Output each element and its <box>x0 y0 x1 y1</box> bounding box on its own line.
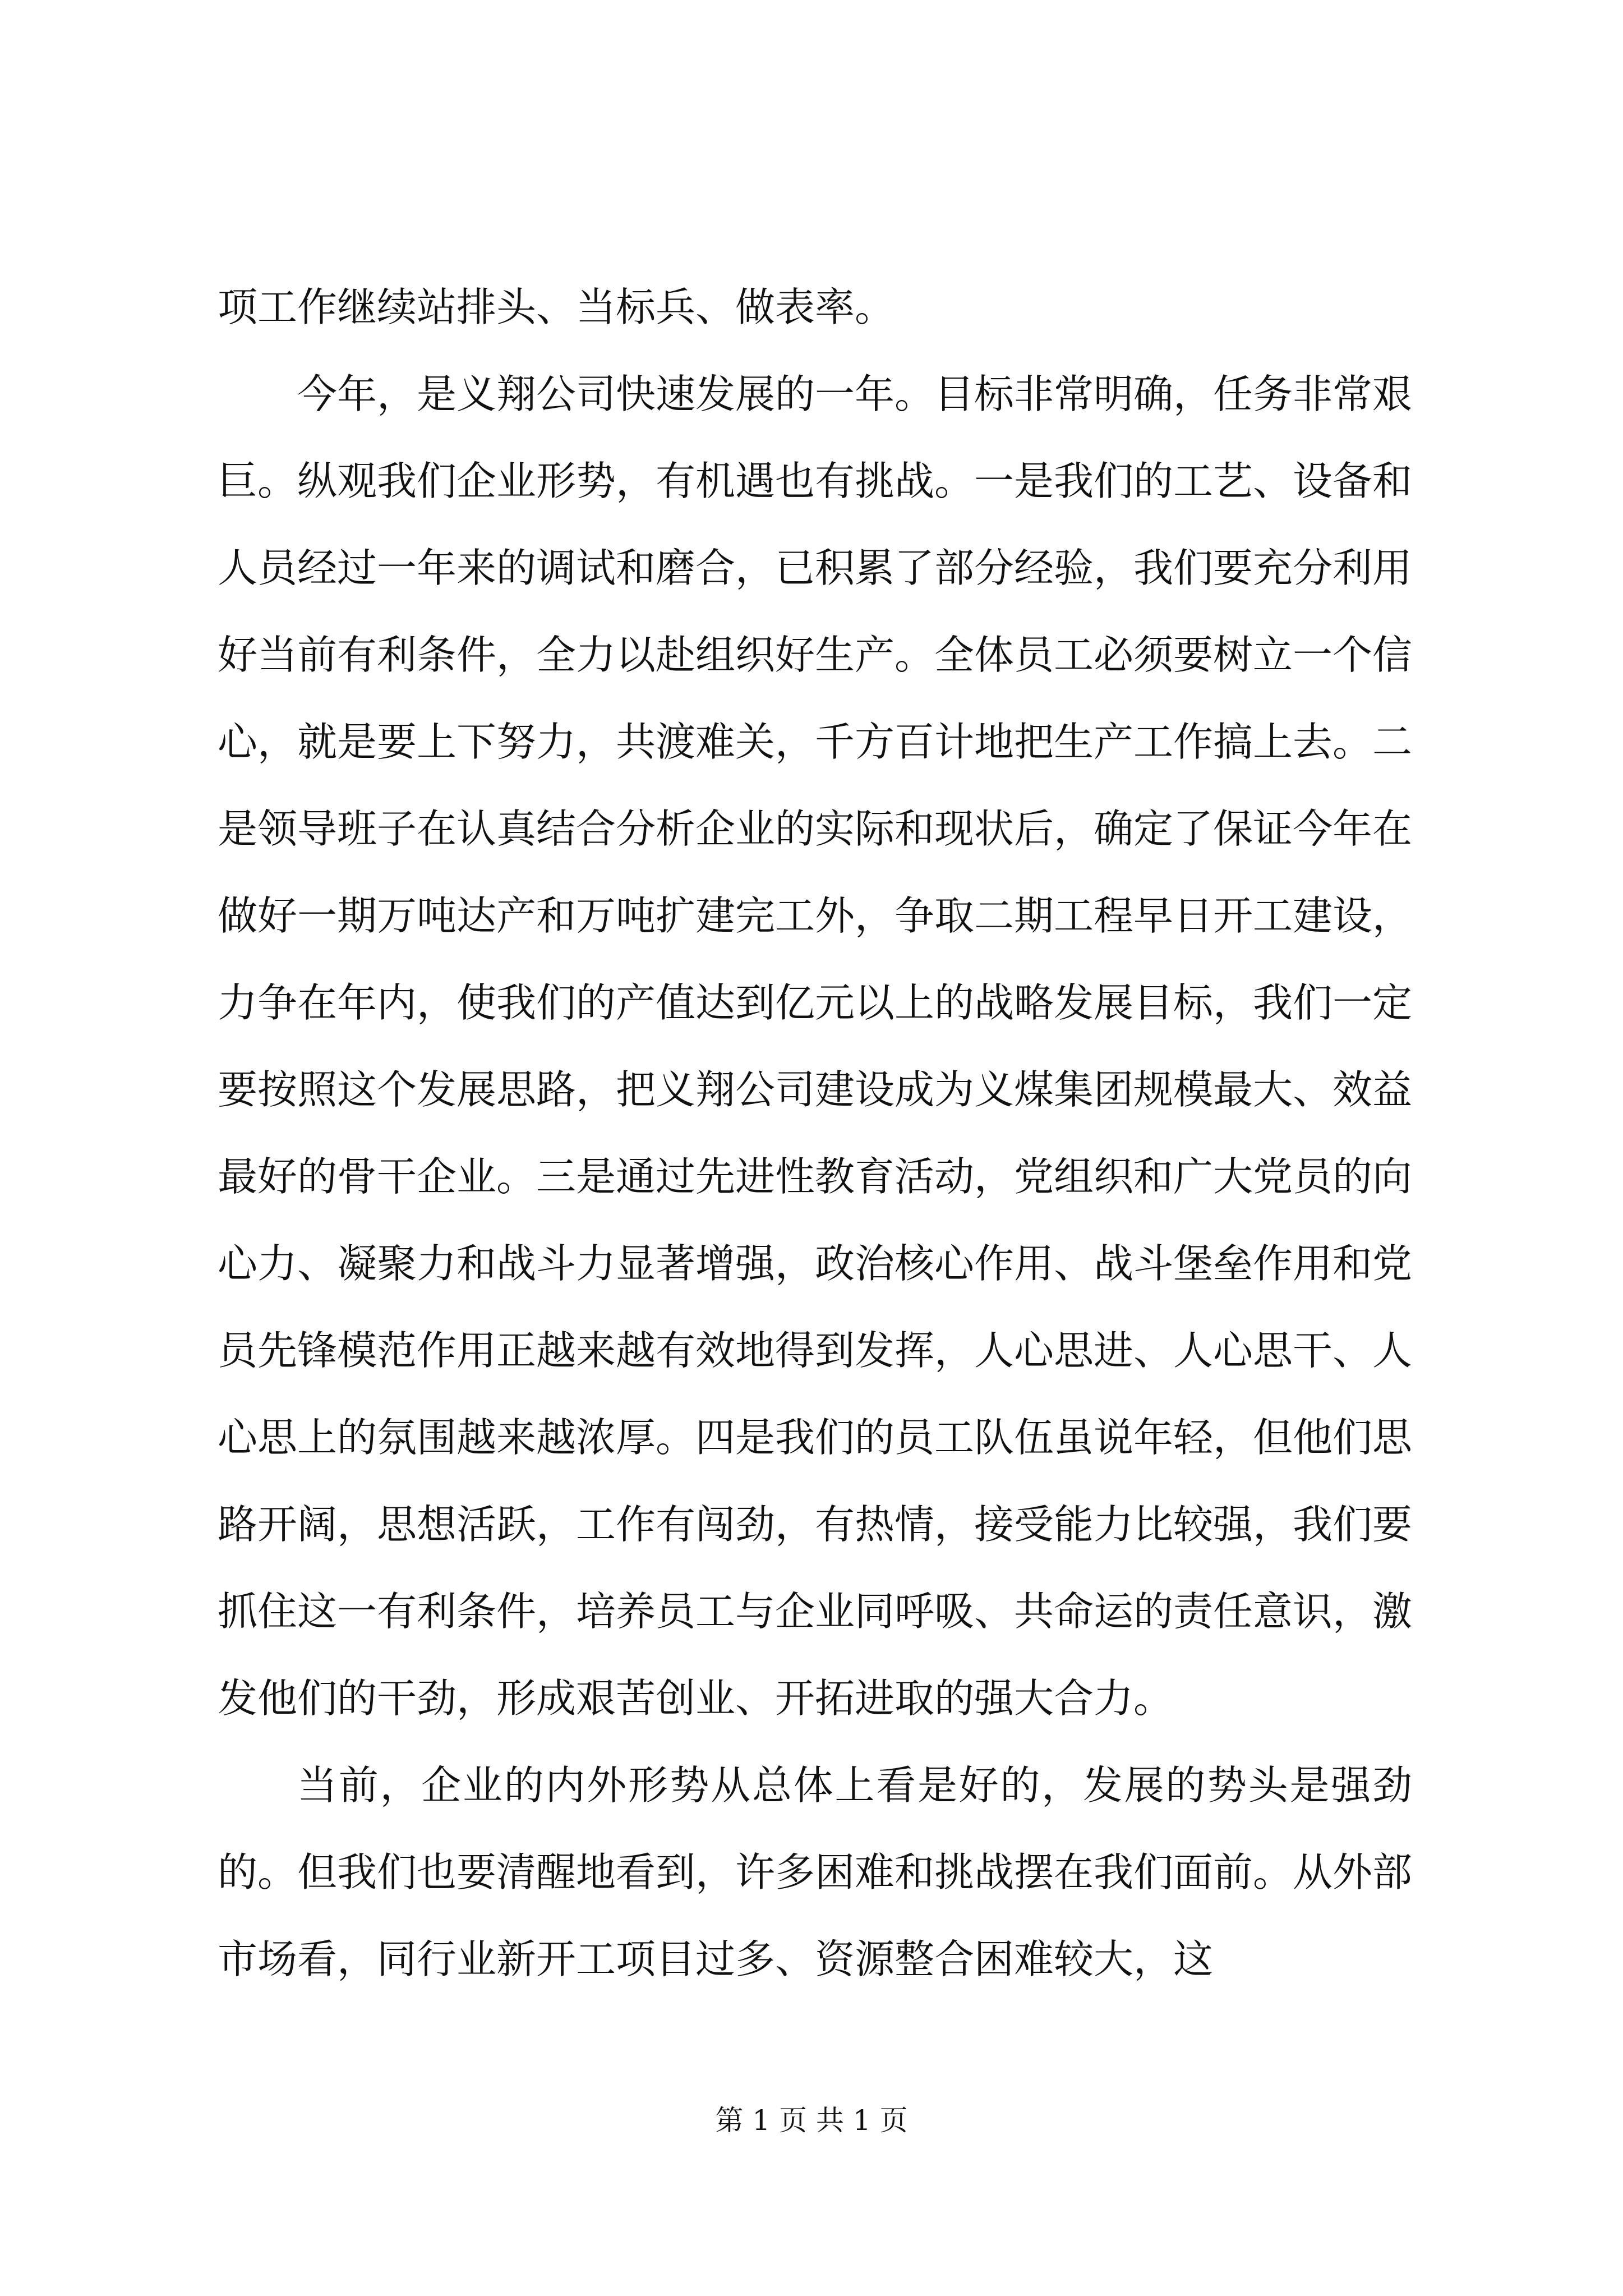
document-body <box>218 264 1412 2003</box>
paragraph-continuation: 项工作继续站排头、当标兵、做表率。 <box>218 284 895 330</box>
page-footer: 第 1 页 共 1 页 <box>715 2104 908 2137</box>
paragraph-this-year: 今年，是义翔公司快速发展的一年。目标非常明确，任务非常艰巨。纵观我们企业形势，有机遇也有挑战。一是我们的工艺、设备和人员经过一年来的调试和磨合，已积累了部分经验，我们要充分利用好当前有利条件，全力以赴组织好生产。全体员工必须要树立一个信心，就是要上下努力，共渡难关，千方百计地把生产工作搞上去。二是领导班子在认真结合分析企业的实际和现状后，确定了保证今年在做好一期万吨达产和万吨扩建完工外，争取二期工程早日开工建设，力争在年内，使我们的产值达到亿元以上的战略发展目标，我们一定要按照这个发展思路，把义翔公司建设成为义煤集团规模最大、效益最好的骨干企业。三是通过先进性教育活动，党组织和广大党员的向心力、凝聚力和战斗力显著增强，政治核心作用、战斗堡垒作用和党员先锋模范作用正越来越有效地得到发挥，人心思进、人心思干、人心思上的氛围越来越浓厚。四是我们的员工队伍虽说年轻，但他们思路开阔，思想活跃，工作有闯劲，有热情，接受能力比较强，我们要抓住这一有利条件，培养员工与企业同呼吸、共命运的责任意识，激发他们的干劲，形成艰苦创业、开拓进取的强大合力。 <box>218 371 1413 1722</box>
paragraph-current-situation: 当前，企业的内外形势从总体上看是好的，发展的势头是强劲的。但我们也要清醒地看到，许多困难和挑战摆在我们面前。从外部市场看，同行业新开工项目过多、资源整合困难较大，这 <box>218 1762 1413 1982</box>
